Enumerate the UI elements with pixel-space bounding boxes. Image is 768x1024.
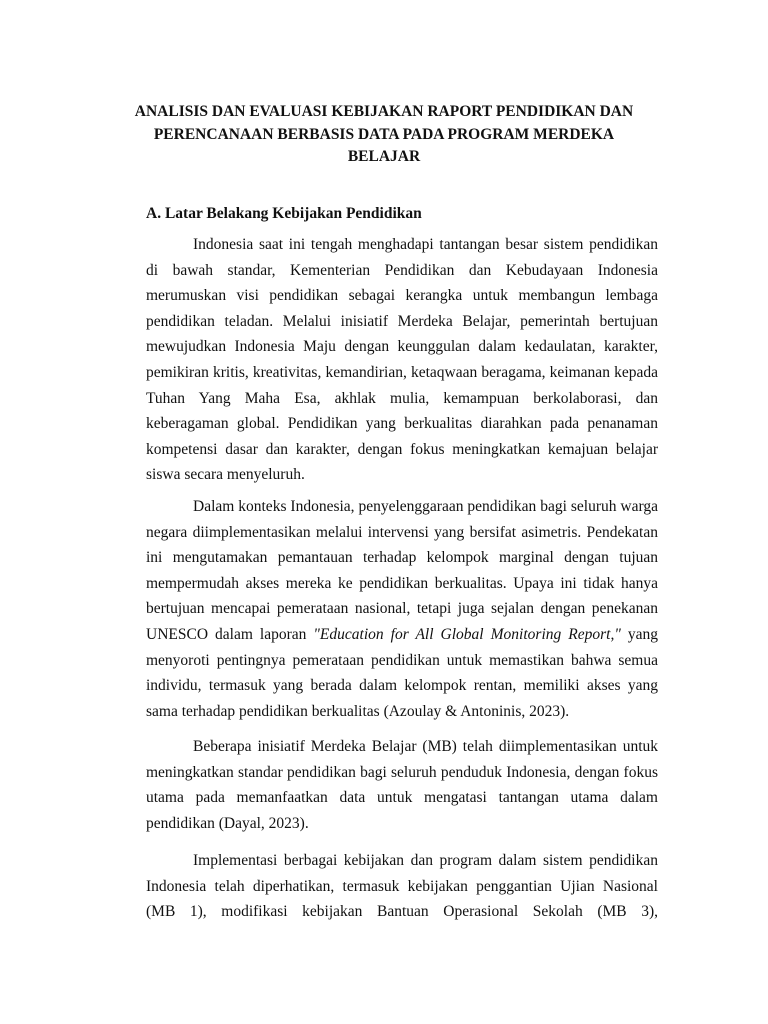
paragraph-line: pendidikan (Dayal, 2023). [146,814,309,832]
document-title [120,101,648,169]
paragraph-line: meningkatkan standar pendidikan bagi seluruh penduduk Indonesia, dengan fokus [146,763,658,781]
paragraph-line: mewujudkan Indonesia Maju dengan keunggulan dalam kedaulatan, karakter, [146,338,658,356]
paragraph-line-citation [146,622,658,648]
paragraph-line: Tuhan Yang Maha Esa, akhlak mulia, kemampuan berkolaborasi, dan [146,389,658,407]
paragraph-4 [146,848,658,925]
paragraph-line: mempermudah akses mereka ke pendidikan berkualitas. Upaya ini tidak hanya [146,574,658,592]
paragraph-2 [146,494,658,724]
paragraph-1 [146,232,658,488]
title-line-1: ANALISIS DAN EVALUASI KEBIJAKAN RAPORT PENDIDIKAN DAN [134,103,634,120]
report-title: "Education for All Global Monitoring Report," [313,625,621,643]
title-line-2: PERENCANAAN BERBASIS DATA PADA PROGRAM MERDEKA [153,125,615,143]
paragraph-line: ini mengutamakan pemantauan terhadap kelompok marginal dengan tujuan [146,549,658,567]
paragraph-line: Implementasi berbagai kebijakan dan program dalam sistem pendidikan [193,852,658,869]
paragraph-line: Beberapa inisiatif Merdeka Belajar (MB) telah diimplementasikan untuk [193,738,658,755]
paragraph-line: Indonesia telah diperhatikan, termasuk kebijakan penggantian Ujian Nasional [146,877,658,895]
paragraph-line: Dalam konteks Indonesia, penyelenggaraan pendidikan bagi seluruh warga [193,498,658,515]
unesco-prefix: UNESCO dalam laporan [146,625,314,643]
paragraph-line: sama terhadap pendidikan berkualitas (Azoulay & Antoninis, 2023). [146,702,570,720]
paragraph-line: utama pada memanfaatkan data untuk mengatasi tantangan utama dalam [146,789,658,807]
paragraph-line: individu, termasuk yang berada dalam kelompok rentan, memiliki akses yang [146,677,658,695]
paragraph-line: Indonesia saat ini tengah menghadapi tantangan besar sistem pendidikan [193,236,658,253]
paragraph-line: bertujuan mencapai pemerataan nasional, tetapi juga sejalan dengan penekanan [146,600,658,618]
paragraph-line: menyoroti pentingnya pemerataan pendidikan untuk memastikan bahwa semua [146,651,658,669]
paragraph-3 [146,734,658,836]
title-line-3: BELAJAR [347,148,421,165]
paragraph-line: pendidikan teladan. Melalui inisiatif Merdeka Belajar, pemerintah bertujuan [146,312,658,330]
paragraph-line: merumuskan visi pendidikan sebagai kerangka untuk membangun lembaga [146,287,658,305]
section-heading: A. Latar Belakang Kebijakan Pendidikan [146,205,422,222]
paragraph-line: siswa secara menyeluruh. [146,466,305,484]
paragraph-line: pemikiran kritis, kreativitas, kemandirian, ketaqwaan beragama, keimanan kepada [146,363,658,381]
unesco-suffix: yang [620,625,658,643]
paragraph-line: negara diimplementasikan melalui intervensi yang bersifat asimetris. Pendekatan [146,523,658,541]
paragraph-line: di bawah standar, Kementerian Pendidikan dan Kebudayaan Indonesia [146,261,658,279]
paragraph-line: keberagaman global. Pendidikan yang berkualitas diarahkan pada penanaman [146,415,658,433]
paragraph-line: (MB 1), modifikasi kebijakan Bantuan Operasional Sekolah (MB 3), [146,903,658,921]
paragraph-line: kompetensi dasar dan karakter, dengan fokus meningkatkan kemajuan belajar [146,440,658,458]
